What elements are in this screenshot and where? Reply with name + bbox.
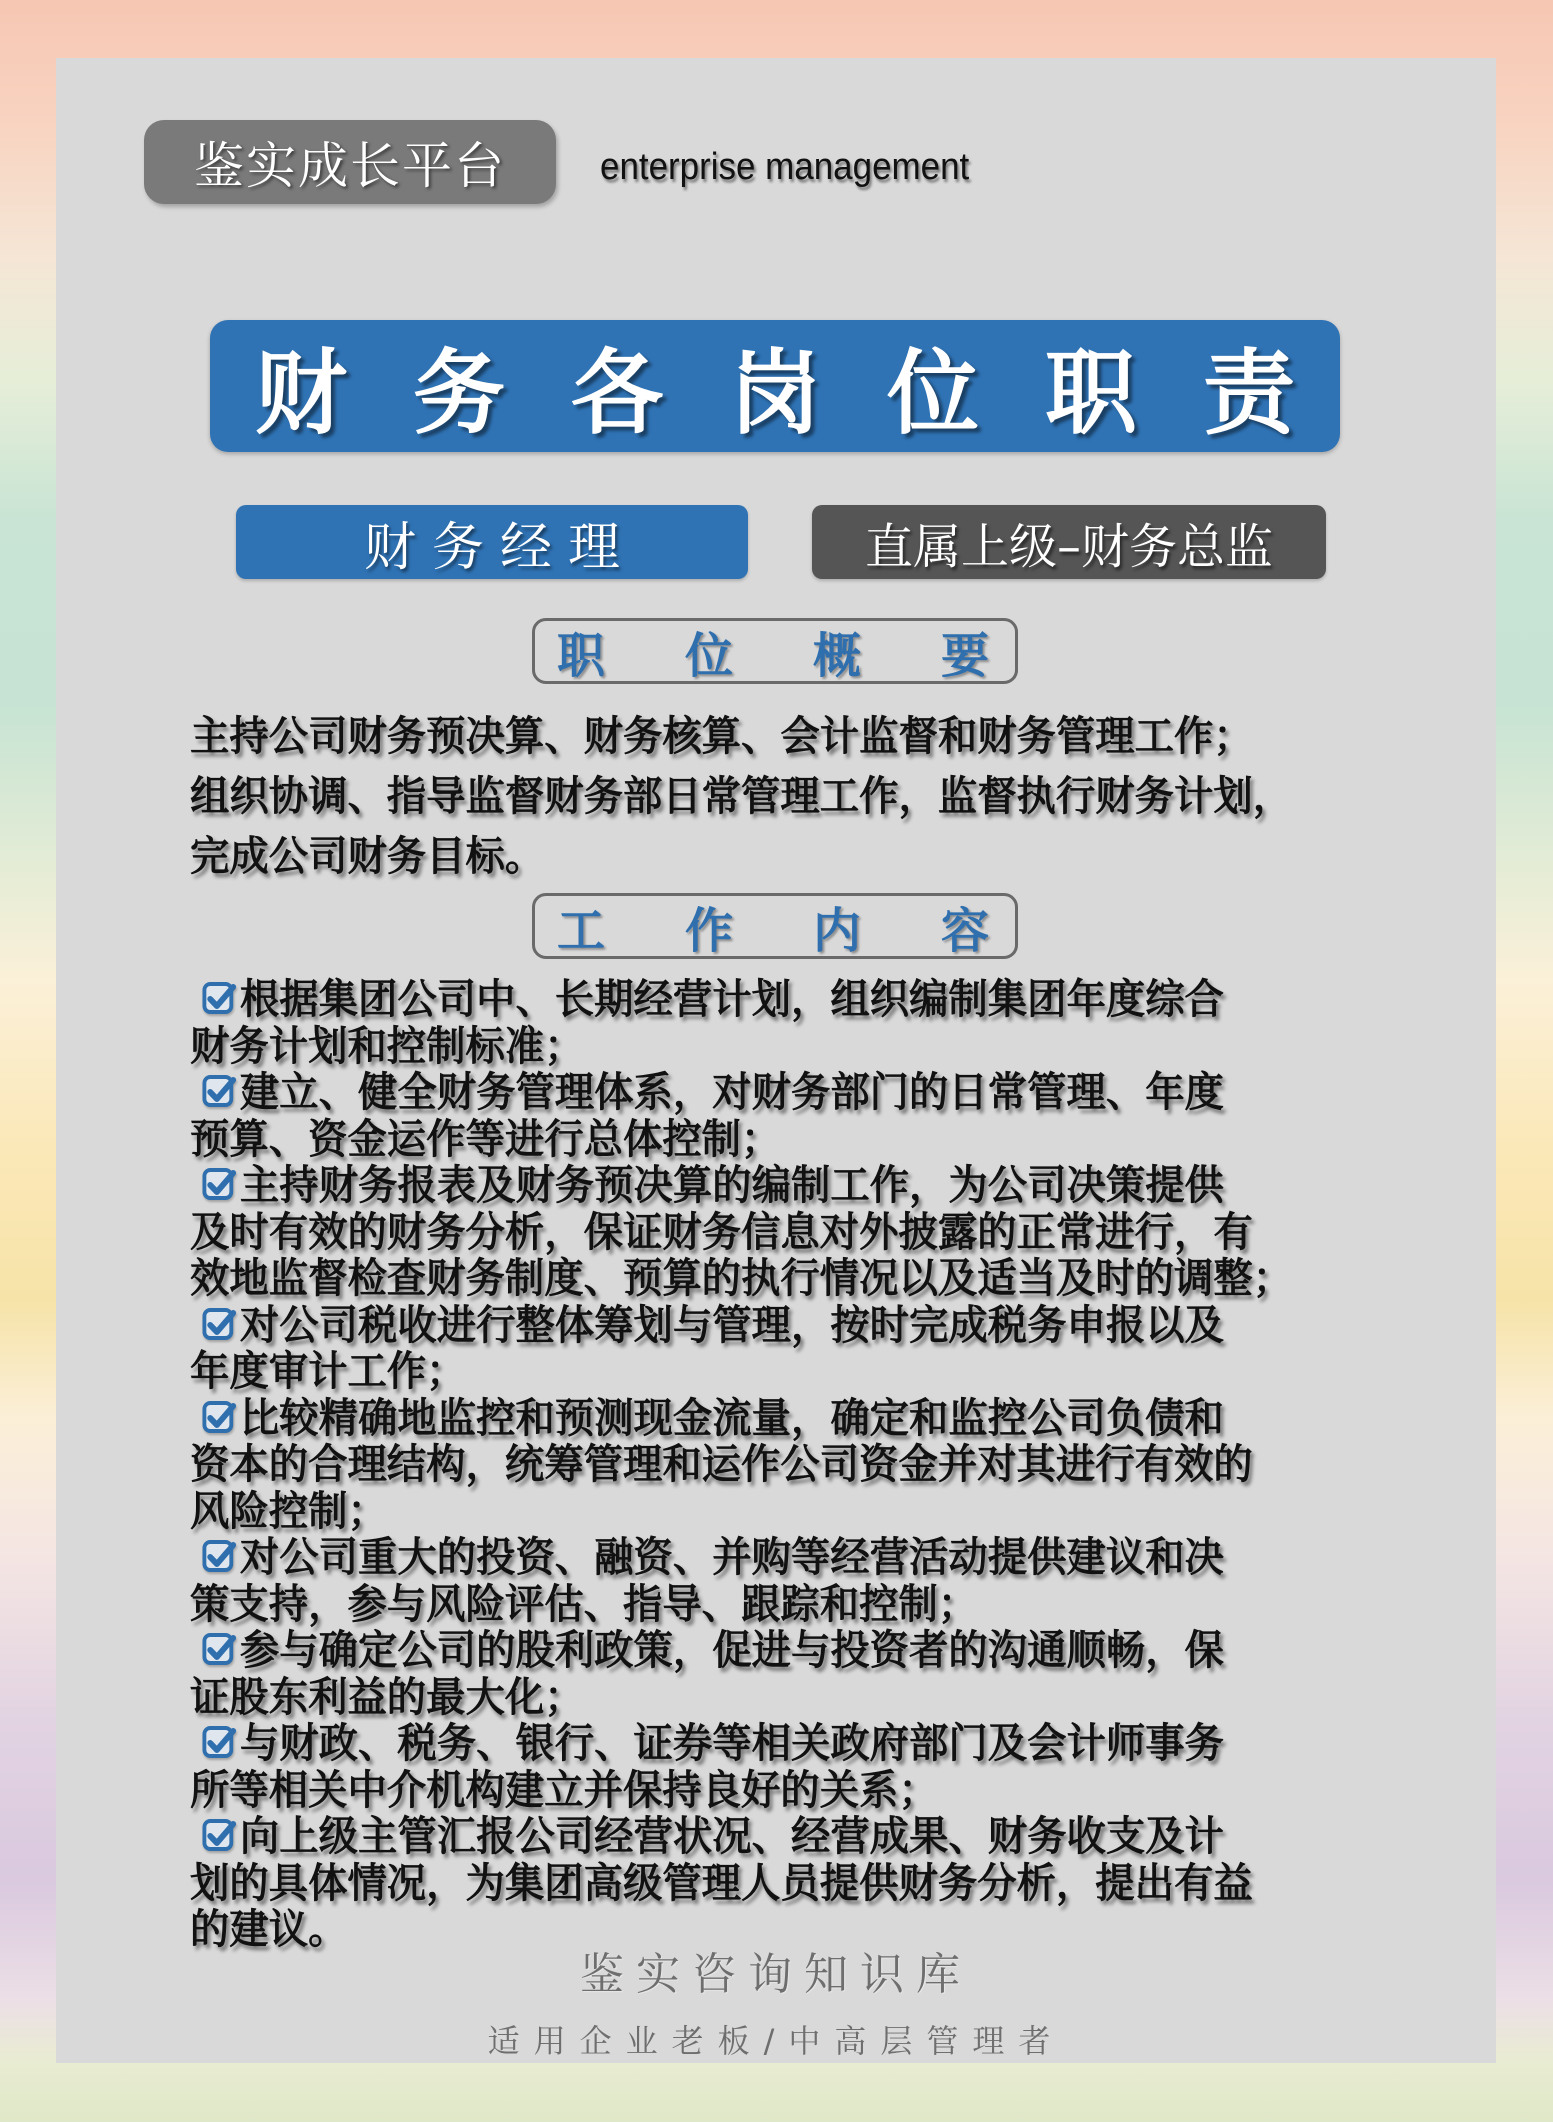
section-heading-overview — [532, 618, 1018, 684]
duty-item — [190, 1534, 1438, 1627]
footer-audience: 适用企业老板/中高层管理者 — [487, 2022, 1065, 2060]
heading-char: 容 — [940, 902, 989, 959]
heading-char: 作 — [684, 902, 733, 959]
overview-line: 主持公司财务预决算、财务核算、会计监督和财务管理工作； — [190, 712, 1253, 760]
heading-char: 位 — [684, 627, 733, 684]
checkbox-checked-icon — [202, 1632, 237, 1668]
role-badge — [236, 505, 748, 579]
duty-line: 及时有效的财务分析，保证财务信息对外披露的正常进行，有 — [190, 1207, 1253, 1256]
supervisor-label: 直属上级–财务总监 — [864, 518, 1273, 575]
duty-text: 向上级主管汇报公司经营状况、经营成果、财务收支及计 — [239, 1812, 1224, 1860]
duty-item — [190, 1813, 1438, 1953]
brand-badge — [144, 120, 556, 204]
duty-item — [190, 1395, 1438, 1535]
duty-text: 与财政、税务、银行、证券等相关政府部门及会计师事务 — [239, 1719, 1224, 1767]
duty-item — [190, 1162, 1438, 1302]
overview-line: 组织协调、指导监督财务部日常管理工作，监督执行财务计划， — [190, 772, 1293, 820]
duty-line: 的建议。 — [190, 1905, 348, 1953]
duty-line — [190, 1395, 1438, 1442]
duty-text: 主持财务报表及财务预决算的编制工作，为公司决策提供 — [239, 1161, 1224, 1209]
heading-char: 要 — [940, 627, 989, 684]
brand-name: 鉴实成长平台 — [194, 137, 506, 195]
duty-line: 风险控制； — [190, 1486, 387, 1535]
duty-text: 参与确定公司的股利政策，促进与投资者的沟通顺畅，保 — [239, 1626, 1224, 1674]
overview-text — [190, 706, 1428, 886]
duty-line: 年度审计工作； — [190, 1347, 466, 1395]
title-banner — [210, 320, 1361, 452]
checkbox-checked-icon — [202, 1725, 237, 1761]
duty-line — [190, 1627, 1438, 1674]
duty-line — [190, 1302, 1438, 1349]
role-name: 财务经理 — [363, 517, 636, 578]
page-title: 财务各岗位职责 — [254, 340, 1361, 447]
duty-item — [190, 1302, 1438, 1395]
duty-line — [190, 1720, 1438, 1767]
duty-text: 建立、健全财务管理体系，对财务部门的日常管理、年度 — [239, 1068, 1224, 1116]
duty-text: 根据集团公司中、长期经营计划，组织编制集团年度综合 — [239, 975, 1224, 1023]
duty-line — [190, 1162, 1438, 1209]
heading-char: 内 — [812, 902, 861, 959]
heading-char: 工 — [557, 902, 606, 959]
duty-line — [190, 976, 1438, 1023]
duty-line — [190, 1069, 1438, 1116]
duty-line: 策支持，参与风险评估、指导、跟踪和控制； — [190, 1579, 978, 1628]
checkbox-checked-icon — [202, 981, 237, 1017]
checkbox-checked-icon — [202, 1400, 237, 1436]
duty-item — [190, 1627, 1438, 1720]
duty-line: 财务计划和控制标准； — [190, 1021, 584, 1070]
duty-item — [190, 976, 1438, 1069]
footer-brand: 鉴实咨询知识库 — [580, 1949, 972, 2000]
supervisor-badge — [812, 505, 1326, 579]
checkbox-checked-icon — [202, 1167, 237, 1203]
checkbox-checked-icon — [202, 1818, 237, 1854]
brand-tagline: enterprise management — [600, 146, 970, 188]
duties-list — [190, 976, 1438, 1953]
heading-char: 职 — [557, 627, 606, 684]
duty-item — [190, 1720, 1438, 1813]
duty-line: 预算、资金运作等进行总体控制； — [190, 1114, 781, 1163]
checkbox-checked-icon — [202, 1307, 237, 1343]
duty-text: 比较精确地监控和预测现金流量，确定和监控公司负债和 — [239, 1393, 1224, 1442]
duty-line — [190, 1534, 1438, 1581]
duty-item — [190, 1069, 1438, 1162]
checkbox-checked-icon — [202, 1074, 237, 1110]
duty-line: 所等相关中介机构建立并保持良好的关系； — [190, 1765, 938, 1814]
duty-line — [190, 1813, 1438, 1860]
duty-text: 对公司重大的投资、融资、并购等经营活动提供建议和决 — [239, 1533, 1224, 1581]
section-heading-duties — [532, 893, 1018, 959]
duty-line: 划的具体情况，为集团高级管理人员提供财务分析，提出有益 — [190, 1858, 1253, 1907]
duty-text: 对公司税收进行整体筹划与管理，按时完成税务申报以及 — [239, 1300, 1224, 1349]
checkbox-checked-icon — [202, 1539, 237, 1575]
duty-line: 效地监督检查财务制度、预算的执行情况以及适当及时的调整； — [190, 1254, 1293, 1302]
overview-line: 完成公司财务目标。 — [190, 832, 545, 880]
poster-card — [56, 58, 1496, 2063]
heading-char: 概 — [812, 627, 861, 684]
duty-line: 证股东利益的最大化； — [190, 1672, 584, 1721]
duty-line: 资本的合理结构，统筹管理和运作公司资金并对其进行有效的 — [190, 1440, 1253, 1488]
